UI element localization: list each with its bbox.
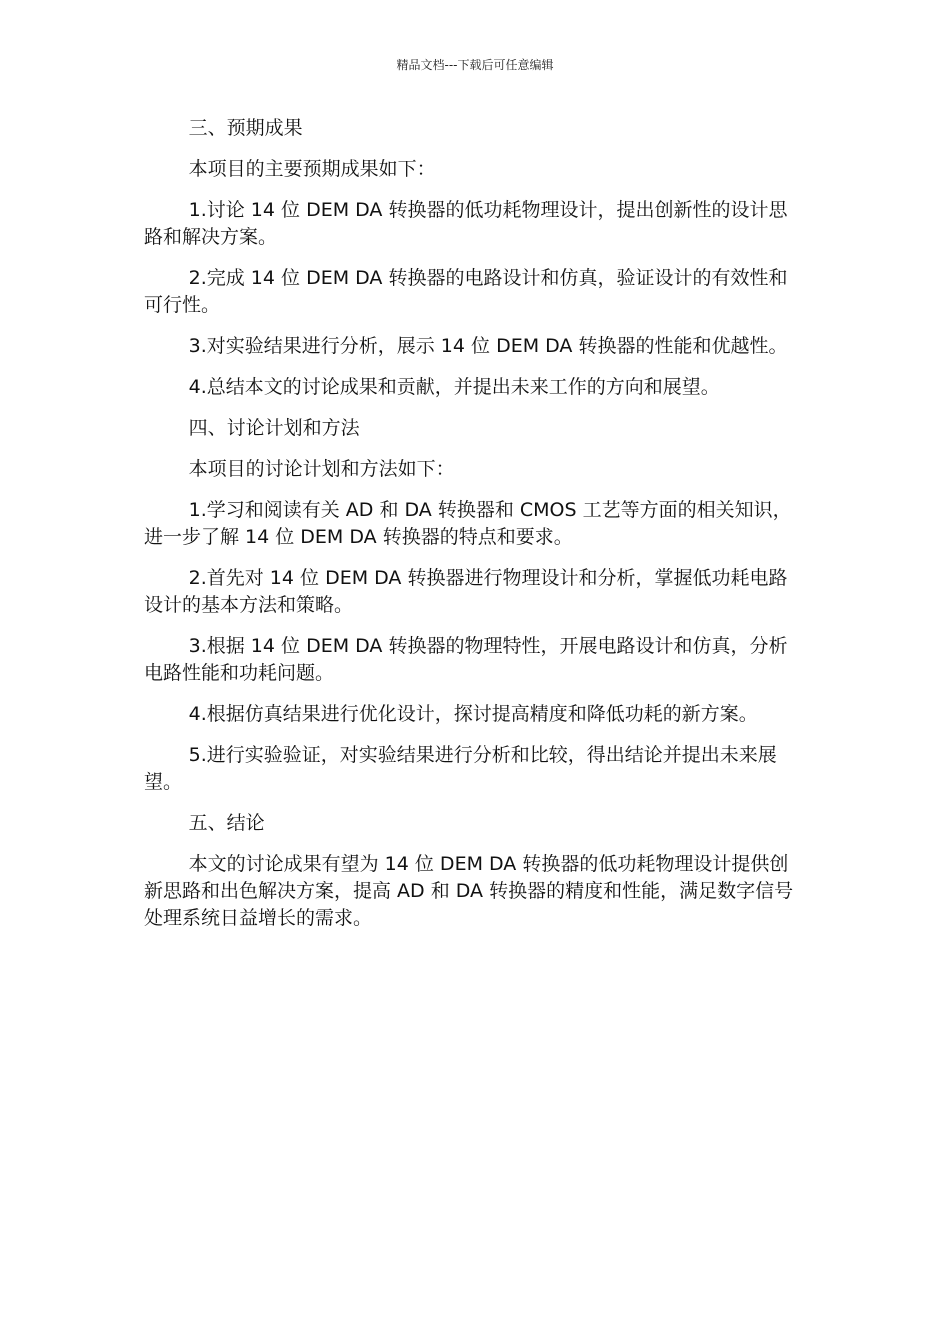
list-item: 3.对实验结果进行分析，展示 14 位 DEM DA 转换器的性能和优越性。	[188, 335, 788, 357]
list-item: 2.首先对 14 位 DEM DA 转换器进行物理设计和分析，掌握低功耗电路设计的基本方法和策略。	[144, 567, 788, 616]
list-item: 2.完成 14 位 DEM DA 转换器的电路设计和仿真，验证设计的有效性和可行性。	[144, 267, 788, 316]
paragraph: 本项目的讨论计划和方法如下：	[188, 458, 455, 480]
section-heading-research-plan: 四、讨论计划和方法	[188, 417, 360, 439]
document-body	[144, 115, 806, 946]
list-item: 5.进行实验验证，对实验结果进行分析和比较，得出结论并提出未来展望。	[144, 744, 777, 793]
list-item: 4.总结本文的讨论成果和贡献，并提出未来工作的方向和展望。	[188, 376, 720, 398]
list-item: 3.根据 14 位 DEM DA 转换器的物理特性，开展电路设计和仿真，分析电路性能和功耗问题。	[144, 635, 788, 684]
paragraph: 本文的讨论成果有望为 14 位 DEM DA 转换器的低功耗物理设计提供创新思路和出色解决方案，提高 AD 和 DA 转换器的精度和性能，满足数字信号处理系统日益增长的需求。	[144, 853, 794, 929]
list-item: 4.根据仿真结果进行优化设计，探讨提高精度和降低功耗的新方案。	[188, 703, 758, 725]
paragraph: 本项目的主要预期成果如下：	[188, 158, 436, 180]
page-header: 精品文档---下载后可任意编辑	[396, 58, 554, 72]
list-item: 1.学习和阅读有关 AD 和 DA 转换器和 CMOS 工艺等方面的相关知识，进一步了解 14 位 DEM DA 转换器的特点和要求。	[144, 499, 792, 548]
section-heading-expected-results: 三、预期成果	[188, 117, 303, 139]
list-item: 1.讨论 14 位 DEM DA 转换器的低功耗物理设计，提出创新性的设计思路和解决方案。	[144, 199, 788, 248]
section-heading-conclusion: 五、结论	[188, 812, 265, 834]
